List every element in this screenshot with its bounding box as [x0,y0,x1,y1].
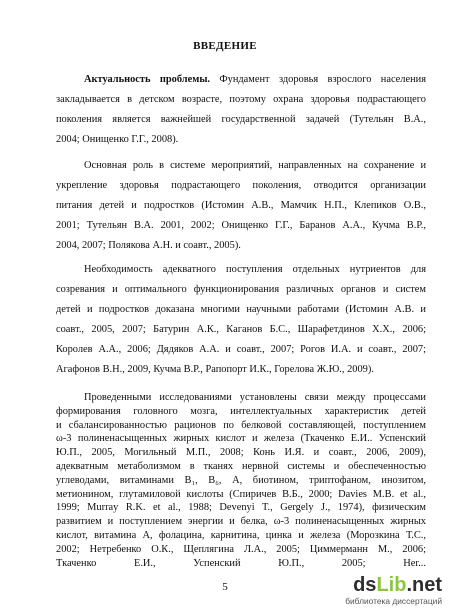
page-title: ВВЕДЕНИЕ [193,40,257,52]
text-line-content: Основная роль в системе мероприятий, направленных на сохранение и [84,160,426,171]
text-line-content: закладывается в детском возрасте, поэтому охрана здоровья подрастающего [56,94,426,105]
text-line [56,304,426,316]
text-line-content: формирования головного мозга, интеллектуальных характеристик детей [56,405,426,417]
text-line-content: Ткаченко Е.И., Успенский Ю.П., 2005; Her... [56,557,426,569]
text-line-content: 2001; Тутельян В.А. 2001, 2002; Онищенко Г.Г., Баранов А.А., Кучма В.Р., [56,220,426,231]
text-line [56,544,426,556]
text-line [84,392,426,404]
dslib-watermark [344,574,442,608]
text-line [56,240,426,252]
text-line [56,220,426,232]
text-line [56,364,426,376]
page-number: 5 [222,581,228,593]
text-line-content: питания детей и подростков (Истомин А.В., Мамчик Н.П., Клепиков О.В., [56,200,426,211]
text-line [56,134,426,146]
text-line-content: адекватным метаболизмом в тканях нервной системы и обеспеченностью [56,461,426,472]
text-line-content: Фундамент здоровья взрослого населения [210,74,426,85]
watermark-subtitle: библиотека диссертаций [345,596,442,606]
text-line [56,516,426,528]
text-line-content: укрепление здоровья подрастающего поколения, отводится организации [56,180,426,191]
text-line-content: кислот, витамина А, фолацина, карнитина, цинка и железа (Морозкина Т.С., [56,530,426,541]
text-line-content: 2004; Онищенко Г.Г., 2008). [56,134,179,145]
text-line [56,324,426,336]
text-line [84,160,426,172]
text-line [56,284,426,296]
text-line [56,475,426,487]
text-line [84,264,426,276]
text-line-content: метионином, глутамиловой кислоты (Спиричев В.Б., 2000; Davies M.B. et al., [56,488,426,500]
text-line [56,433,426,445]
text-line [56,114,426,126]
text-line-content: ω-3 полиненасыщенных жирных кислот и железа (Ткаченко Е.И.. Успенский [56,433,426,445]
text-line [56,200,426,212]
text-line-content: детей и подростков доказана многими научными работами (Истомин А.В. и [56,304,426,315]
text-line-content: Королев А.А., 2006; Дядяков А.А. и соавт., 2007; Рогов И.А. и соавт., 2007; [56,344,426,355]
text-line [56,94,426,106]
text-line-content: Необходимость адекватного поступления отдельных нутриентов для [84,264,426,275]
text-line-content: Ю.П., 2005, Могильный М.П., 2008; Конь И.Я. и соавт., 2006, 2009), [56,447,426,459]
text-line-content: углеводами, витаминами B₁, B₆, А, биотином, триптофаном, инозитом, [56,474,426,486]
text-line [56,406,426,418]
text-line-content: поколения является важнейшей государственной задачей (Тутельян В.А., [56,114,426,125]
text-line [56,502,426,514]
text-line [56,461,426,473]
bold-lead-phrase: Актуальность проблемы. [84,74,211,85]
text-line-content: развитием и поступлением энергии и белка, ω-3 полиненасыщенных жирных [56,516,426,528]
text-line-content: соавт., 2005, 2007; Батурин А.К., Каганов Б.С., Шарафетдинов Х.Х., 2006; [56,324,426,335]
text-line [56,420,426,432]
watermark-logo: dsLib.net [353,574,442,596]
text-line-content: Проведенными исследованиями установлены связи между процессами [84,392,426,403]
text-line-content: 2004, 2007; Полякова А.Н. и соавт., 2005). [56,240,241,251]
text-line-content: созревания и оптимального функционирования различных органов и систем [56,284,426,295]
text-line [56,489,426,501]
text-line [56,447,426,459]
text-line [56,180,426,192]
text-line-content: Агафонов В.Н., 2009, Кучма В.Р., Рапопорт И.К., Горелова Ж.Ю., 2009). [56,364,374,375]
text-line [56,558,426,570]
text-line [84,74,426,86]
text-line-content: и сбалансированностью рационов по белковой составляющей, поступлением [56,419,426,431]
text-line [56,530,426,542]
text-line-content: 2002; Нетребенко О.К., Щеплягина Л.А., 2005; Циммерманн М., 2006; [56,543,426,555]
text-line-content: 1999; Murray R.K. et al., 1988; Devenyi T., Gergely J., 1974), физическим [56,502,426,514]
text-line [56,344,426,356]
